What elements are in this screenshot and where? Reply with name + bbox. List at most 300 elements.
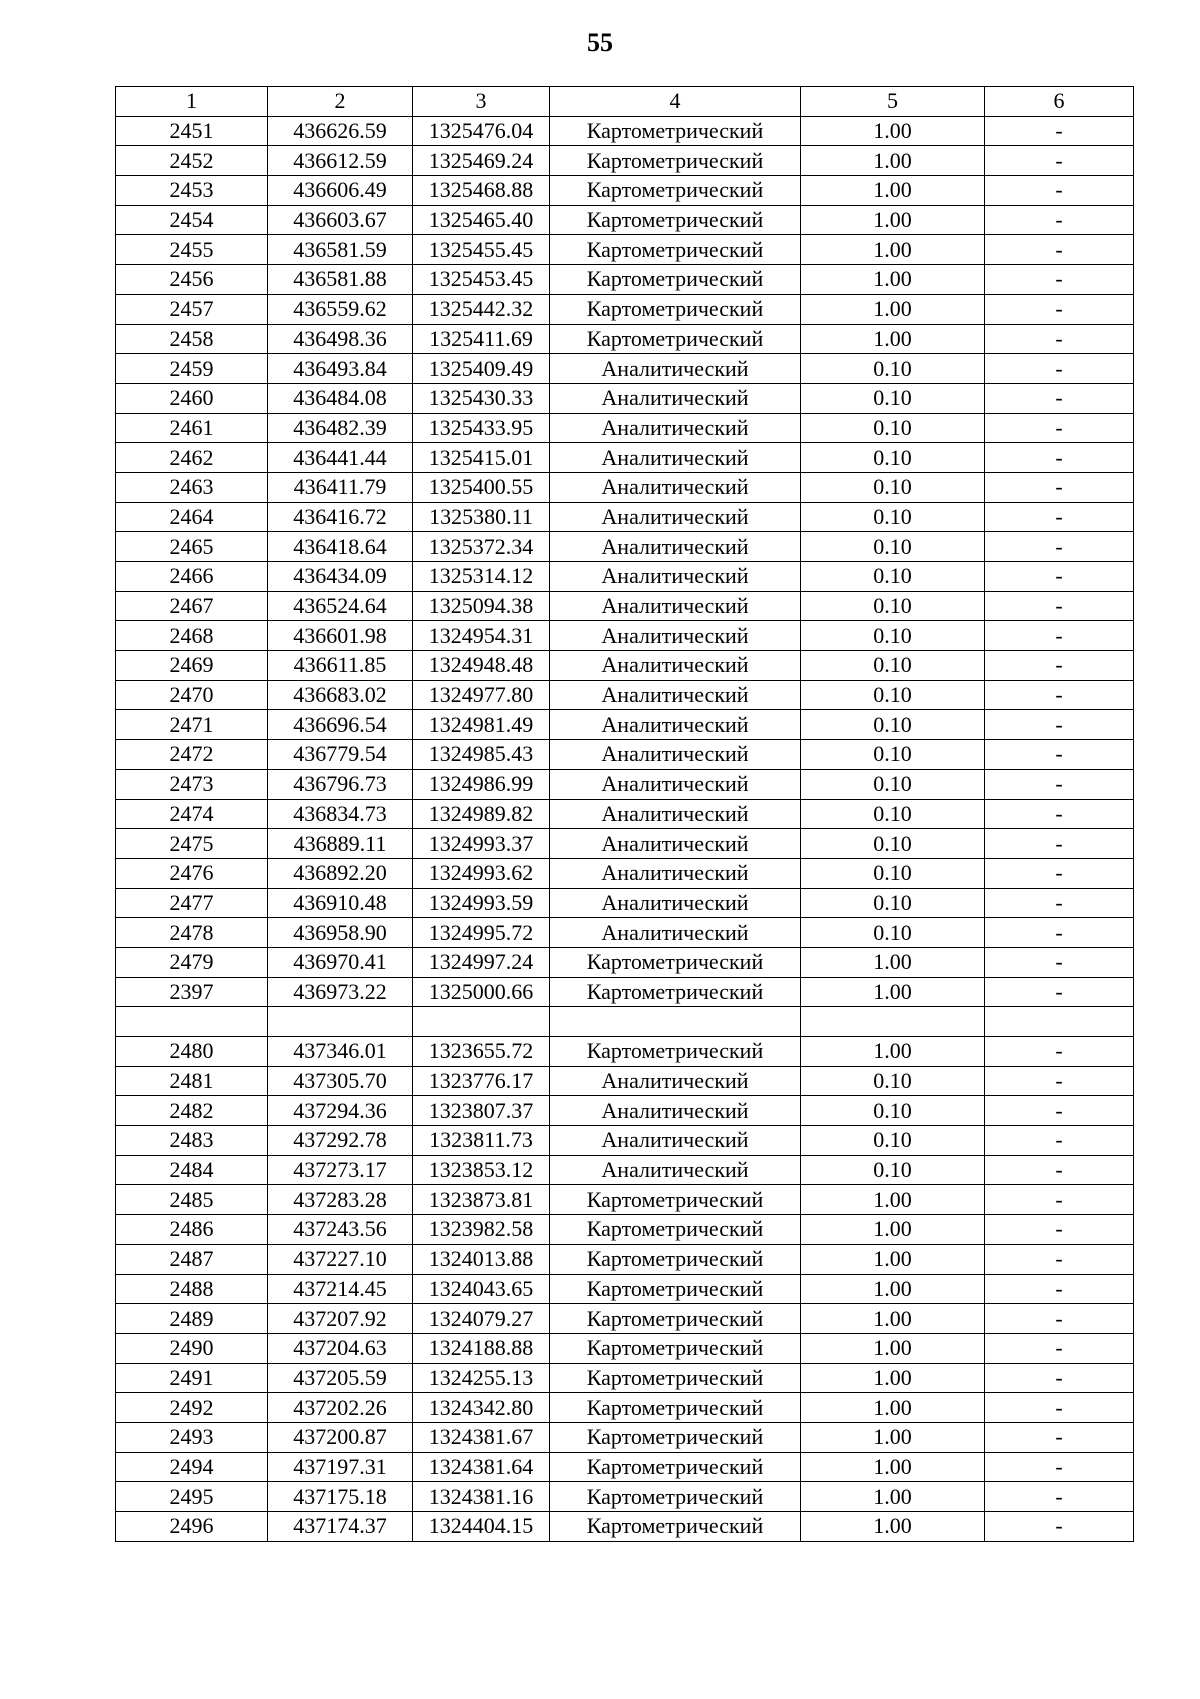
y-coordinate-cell: 1325430.33 (413, 383, 550, 413)
accuracy-cell: 0.10 (801, 1066, 985, 1096)
note-cell: - (985, 710, 1134, 740)
x-coordinate-cell: 436683.02 (268, 680, 413, 710)
method-cell: Картометрический (550, 1363, 801, 1393)
note-cell: - (985, 146, 1134, 176)
point-number-cell: 2468 (116, 621, 268, 651)
point-number-cell: 2397 (116, 977, 268, 1007)
y-coordinate-cell: 1325409.49 (413, 354, 550, 384)
accuracy-cell: 1.00 (801, 947, 985, 977)
x-coordinate-cell: 436493.84 (268, 354, 413, 384)
y-coordinate-cell: 1325314.12 (413, 562, 550, 592)
y-coordinate-cell: 1325476.04 (413, 116, 550, 146)
point-number-cell: 2451 (116, 116, 268, 146)
note-cell: - (985, 1452, 1134, 1482)
method-cell: Аналитический (550, 651, 801, 681)
method-cell: Картометрический (550, 977, 801, 1007)
table-row (116, 324, 1134, 354)
y-coordinate-cell: 1324993.59 (413, 888, 550, 918)
note-cell: - (985, 205, 1134, 235)
y-coordinate-cell: 1325455.45 (413, 235, 550, 265)
table-row (116, 383, 1134, 413)
point-number-cell: 2472 (116, 740, 268, 770)
accuracy-cell: 1.00 (801, 235, 985, 265)
x-coordinate-cell: 436626.59 (268, 116, 413, 146)
note-cell: - (985, 1126, 1134, 1156)
y-coordinate-cell: 1325415.01 (413, 443, 550, 473)
y-coordinate-cell: 1324981.49 (413, 710, 550, 740)
note-cell: - (985, 621, 1134, 651)
x-coordinate-cell: 437227.10 (268, 1244, 413, 1274)
accuracy-cell: 1.00 (801, 1452, 985, 1482)
method-cell: Картометрический (550, 1037, 801, 1067)
x-coordinate-cell: 436892.20 (268, 858, 413, 888)
accuracy-cell: 0.10 (801, 651, 985, 681)
table-row (116, 1096, 1134, 1126)
y-coordinate-cell: 1323853.12 (413, 1155, 550, 1185)
method-cell: Аналитический (550, 710, 801, 740)
y-coordinate-cell: 1325400.55 (413, 472, 550, 502)
y-coordinate-cell: 1325469.24 (413, 146, 550, 176)
method-cell: Аналитический (550, 858, 801, 888)
point-number-cell: 2470 (116, 680, 268, 710)
y-coordinate-cell: 1325442.32 (413, 294, 550, 324)
table-row (116, 1126, 1134, 1156)
point-number-cell: 2474 (116, 799, 268, 829)
x-coordinate-cell: 436970.41 (268, 947, 413, 977)
accuracy-cell: 0.10 (801, 829, 985, 859)
y-coordinate-cell: 1324993.62 (413, 858, 550, 888)
accuracy-cell: 1.00 (801, 324, 985, 354)
accuracy-cell: 0.10 (801, 443, 985, 473)
accuracy-cell: 0.10 (801, 769, 985, 799)
header-row (116, 87, 1134, 117)
y-coordinate-cell: 1325094.38 (413, 591, 550, 621)
accuracy-cell: 1.00 (801, 1304, 985, 1334)
point-number-cell: 2457 (116, 294, 268, 324)
column-header: 4 (550, 87, 801, 117)
method-cell: Аналитический (550, 443, 801, 473)
method-cell: Картометрический (550, 1304, 801, 1334)
accuracy-cell: 0.10 (801, 799, 985, 829)
x-coordinate-cell: 437207.92 (268, 1304, 413, 1334)
x-coordinate-cell: 437292.78 (268, 1126, 413, 1156)
note-cell: - (985, 1215, 1134, 1245)
accuracy-cell: 0.10 (801, 1096, 985, 1126)
method-cell: Картометрический (550, 1482, 801, 1512)
y-coordinate-cell: 1325465.40 (413, 205, 550, 235)
x-coordinate-cell: 437283.28 (268, 1185, 413, 1215)
x-coordinate-cell: 437204.63 (268, 1333, 413, 1363)
point-number-cell: 2463 (116, 472, 268, 502)
note-cell: - (985, 591, 1134, 621)
method-cell: Картометрический (550, 1333, 801, 1363)
method-cell: Картометрический (550, 1185, 801, 1215)
x-coordinate-cell: 436612.59 (268, 146, 413, 176)
note-cell: - (985, 1333, 1134, 1363)
method-cell: Аналитический (550, 680, 801, 710)
coordinates-table (115, 86, 1134, 1542)
x-coordinate-cell: 437294.36 (268, 1096, 413, 1126)
page-number: 55 (587, 28, 613, 57)
note-cell: - (985, 1066, 1134, 1096)
accuracy-cell: 1.00 (801, 1333, 985, 1363)
point-number-cell: 2452 (116, 146, 268, 176)
accuracy-cell: 1.00 (801, 1215, 985, 1245)
table-row (116, 1066, 1134, 1096)
note-cell: - (985, 888, 1134, 918)
method-cell: Аналитический (550, 621, 801, 651)
table-row (116, 918, 1134, 948)
y-coordinate-cell: 1324079.27 (413, 1304, 550, 1334)
y-coordinate-cell: 1323776.17 (413, 1066, 550, 1096)
x-coordinate-cell: 436482.39 (268, 413, 413, 443)
note-cell: - (985, 1244, 1134, 1274)
x-coordinate-cell: 437346.01 (268, 1037, 413, 1067)
point-number-cell: 2464 (116, 502, 268, 532)
table-body (116, 116, 1134, 1541)
table-row (116, 1155, 1134, 1185)
accuracy-cell: 0.10 (801, 918, 985, 948)
note-cell: - (985, 1155, 1134, 1185)
y-coordinate-cell: 1324013.88 (413, 1244, 550, 1274)
table-row (116, 888, 1134, 918)
note-cell: - (985, 1422, 1134, 1452)
accuracy-cell: 0.10 (801, 710, 985, 740)
accuracy-cell: 0.10 (801, 502, 985, 532)
point-number-cell: 2494 (116, 1452, 268, 1482)
point-number-cell: 2486 (116, 1215, 268, 1245)
point-number-cell: 2491 (116, 1363, 268, 1393)
accuracy-cell: 1.00 (801, 1037, 985, 1067)
point-number-cell: 2467 (116, 591, 268, 621)
method-cell (550, 1007, 801, 1037)
table-row (116, 1037, 1134, 1067)
method-cell: Картометрический (550, 116, 801, 146)
y-coordinate-cell: 1323655.72 (413, 1037, 550, 1067)
x-coordinate-cell: 436834.73 (268, 799, 413, 829)
x-coordinate-cell (268, 1007, 413, 1037)
x-coordinate-cell: 436416.72 (268, 502, 413, 532)
note-cell: - (985, 1037, 1134, 1067)
point-number-cell: 2480 (116, 1037, 268, 1067)
note-cell: - (985, 413, 1134, 443)
method-cell: Аналитический (550, 532, 801, 562)
accuracy-cell: 1.00 (801, 1422, 985, 1452)
x-coordinate-cell: 436559.62 (268, 294, 413, 324)
point-number-cell: 2465 (116, 532, 268, 562)
method-cell: Картометрический (550, 1393, 801, 1423)
accuracy-cell: 0.10 (801, 383, 985, 413)
note-cell: - (985, 383, 1134, 413)
accuracy-cell: 1.00 (801, 265, 985, 295)
accuracy-cell: 0.10 (801, 562, 985, 592)
table-row (116, 472, 1134, 502)
table-row (116, 858, 1134, 888)
note-cell: - (985, 769, 1134, 799)
note-cell: - (985, 1482, 1134, 1512)
accuracy-cell: 1.00 (801, 1185, 985, 1215)
accuracy-cell: 0.10 (801, 680, 985, 710)
note-cell: - (985, 562, 1134, 592)
x-coordinate-cell: 436779.54 (268, 740, 413, 770)
accuracy-cell: 0.10 (801, 888, 985, 918)
method-cell: Аналитический (550, 1126, 801, 1156)
point-number-cell: 2461 (116, 413, 268, 443)
x-coordinate-cell: 437243.56 (268, 1215, 413, 1245)
y-coordinate-cell: 1324977.80 (413, 680, 550, 710)
table-row (116, 116, 1134, 146)
x-coordinate-cell: 436434.09 (268, 562, 413, 592)
table-row (116, 354, 1134, 384)
method-cell: Аналитический (550, 1096, 801, 1126)
table-row (116, 294, 1134, 324)
accuracy-cell: 1.00 (801, 1274, 985, 1304)
table-row (116, 146, 1134, 176)
y-coordinate-cell: 1324381.64 (413, 1452, 550, 1482)
note-cell: - (985, 1185, 1134, 1215)
note-cell: - (985, 858, 1134, 888)
method-cell: Аналитический (550, 562, 801, 592)
table-row (116, 1244, 1134, 1274)
x-coordinate-cell: 437200.87 (268, 1422, 413, 1452)
table-row (116, 977, 1134, 1007)
y-coordinate-cell: 1323807.37 (413, 1096, 550, 1126)
note-cell: - (985, 977, 1134, 1007)
x-coordinate-cell: 437175.18 (268, 1482, 413, 1512)
note-cell: - (985, 176, 1134, 206)
x-coordinate-cell: 436581.59 (268, 235, 413, 265)
note-cell: - (985, 1096, 1134, 1126)
point-number-cell: 2471 (116, 710, 268, 740)
column-header: 2 (268, 87, 413, 117)
point-number-cell: 2473 (116, 769, 268, 799)
y-coordinate-cell: 1323982.58 (413, 1215, 550, 1245)
y-coordinate-cell: 1324985.43 (413, 740, 550, 770)
note-cell: - (985, 532, 1134, 562)
point-number-cell: 2453 (116, 176, 268, 206)
point-number-cell: 2479 (116, 947, 268, 977)
table-row (116, 740, 1134, 770)
method-cell: Аналитический (550, 769, 801, 799)
y-coordinate-cell: 1325372.34 (413, 532, 550, 562)
note-cell: - (985, 799, 1134, 829)
point-number-cell (116, 1007, 268, 1037)
method-cell: Аналитический (550, 740, 801, 770)
y-coordinate-cell: 1325468.88 (413, 176, 550, 206)
method-cell: Картометрический (550, 1452, 801, 1482)
y-coordinate-cell: 1324404.15 (413, 1512, 550, 1542)
accuracy-cell: 1.00 (801, 176, 985, 206)
accuracy-cell: 1.00 (801, 146, 985, 176)
x-coordinate-cell: 436910.48 (268, 888, 413, 918)
table-row (116, 829, 1134, 859)
note-cell: - (985, 324, 1134, 354)
table-row (116, 235, 1134, 265)
table-row (116, 413, 1134, 443)
method-cell: Картометрический (550, 1244, 801, 1274)
table-row (116, 947, 1134, 977)
accuracy-cell: 0.10 (801, 413, 985, 443)
point-number-cell: 2490 (116, 1333, 268, 1363)
point-number-cell: 2495 (116, 1482, 268, 1512)
x-coordinate-cell: 436484.08 (268, 383, 413, 413)
method-cell: Картометрический (550, 1422, 801, 1452)
note-cell: - (985, 294, 1134, 324)
table-row (116, 1422, 1134, 1452)
y-coordinate-cell: 1324995.72 (413, 918, 550, 948)
note-cell: - (985, 740, 1134, 770)
table-row (116, 176, 1134, 206)
y-coordinate-cell: 1324342.80 (413, 1393, 550, 1423)
column-header: 5 (801, 87, 985, 117)
note-cell: - (985, 265, 1134, 295)
note-cell: - (985, 918, 1134, 948)
y-coordinate-cell: 1324997.24 (413, 947, 550, 977)
x-coordinate-cell: 437174.37 (268, 1512, 413, 1542)
method-cell: Картометрический (550, 324, 801, 354)
table-row (116, 710, 1134, 740)
accuracy-cell: 1.00 (801, 1244, 985, 1274)
column-header: 1 (116, 87, 268, 117)
point-number-cell: 2484 (116, 1155, 268, 1185)
y-coordinate-cell: 1325000.66 (413, 977, 550, 1007)
y-coordinate-cell: 1323811.73 (413, 1126, 550, 1156)
table-row (116, 1452, 1134, 1482)
note-cell: - (985, 1512, 1134, 1542)
note-cell: - (985, 1393, 1134, 1423)
point-number-cell: 2478 (116, 918, 268, 948)
x-coordinate-cell: 436581.88 (268, 265, 413, 295)
x-coordinate-cell: 437214.45 (268, 1274, 413, 1304)
table-row (116, 1333, 1134, 1363)
x-coordinate-cell: 436418.64 (268, 532, 413, 562)
point-number-cell: 2492 (116, 1393, 268, 1423)
y-coordinate-cell: 1324948.48 (413, 651, 550, 681)
point-number-cell: 2458 (116, 324, 268, 354)
x-coordinate-cell: 436441.44 (268, 443, 413, 473)
method-cell: Аналитический (550, 383, 801, 413)
note-cell: - (985, 829, 1134, 859)
point-number-cell: 2487 (116, 1244, 268, 1274)
table-row (116, 1512, 1134, 1542)
table-row (116, 1393, 1134, 1423)
accuracy-cell: 1.00 (801, 116, 985, 146)
x-coordinate-cell: 436498.36 (268, 324, 413, 354)
y-coordinate-cell: 1324954.31 (413, 621, 550, 651)
table-row (116, 1215, 1134, 1245)
table-row (116, 1363, 1134, 1393)
note-cell: - (985, 116, 1134, 146)
x-coordinate-cell: 437202.26 (268, 1393, 413, 1423)
point-number-cell: 2482 (116, 1096, 268, 1126)
point-number-cell: 2488 (116, 1274, 268, 1304)
x-coordinate-cell: 436889.11 (268, 829, 413, 859)
note-cell: - (985, 1304, 1134, 1334)
note-cell: - (985, 472, 1134, 502)
table-row (116, 532, 1134, 562)
point-number-cell: 2469 (116, 651, 268, 681)
accuracy-cell: 0.10 (801, 472, 985, 502)
method-cell: Аналитический (550, 888, 801, 918)
method-cell: Аналитический (550, 472, 801, 502)
accuracy-cell: 1.00 (801, 1393, 985, 1423)
point-number-cell: 2496 (116, 1512, 268, 1542)
y-coordinate-cell: 1324986.99 (413, 769, 550, 799)
method-cell: Аналитический (550, 354, 801, 384)
x-coordinate-cell: 436606.49 (268, 176, 413, 206)
accuracy-cell: 1.00 (801, 1512, 985, 1542)
x-coordinate-cell: 436411.79 (268, 472, 413, 502)
point-number-cell: 2454 (116, 205, 268, 235)
accuracy-cell: 0.10 (801, 858, 985, 888)
method-cell: Картометрический (550, 146, 801, 176)
point-number-cell: 2485 (116, 1185, 268, 1215)
method-cell: Картометрический (550, 176, 801, 206)
point-number-cell: 2462 (116, 443, 268, 473)
method-cell: Аналитический (550, 591, 801, 621)
x-coordinate-cell: 437305.70 (268, 1066, 413, 1096)
accuracy-cell: 0.10 (801, 1126, 985, 1156)
method-cell: Аналитический (550, 413, 801, 443)
method-cell: Картометрический (550, 235, 801, 265)
y-coordinate-cell: 1324043.65 (413, 1274, 550, 1304)
point-number-cell: 2476 (116, 858, 268, 888)
note-cell: - (985, 680, 1134, 710)
table-row (116, 591, 1134, 621)
note-cell: - (985, 1274, 1134, 1304)
note-cell: - (985, 235, 1134, 265)
point-number-cell: 2466 (116, 562, 268, 592)
x-coordinate-cell: 437205.59 (268, 1363, 413, 1393)
accuracy-cell: 0.10 (801, 532, 985, 562)
table-row (116, 621, 1134, 651)
method-cell: Аналитический (550, 1066, 801, 1096)
y-coordinate-cell: 1324381.16 (413, 1482, 550, 1512)
note-cell: - (985, 947, 1134, 977)
note-cell: - (985, 354, 1134, 384)
y-coordinate-cell: 1323873.81 (413, 1185, 550, 1215)
accuracy-cell: 0.10 (801, 621, 985, 651)
accuracy-cell: 0.10 (801, 591, 985, 621)
x-coordinate-cell: 436973.22 (268, 977, 413, 1007)
table-row (116, 1304, 1134, 1334)
point-number-cell: 2483 (116, 1126, 268, 1156)
point-number-cell: 2475 (116, 829, 268, 859)
note-cell (985, 1007, 1134, 1037)
table-row (116, 443, 1134, 473)
column-header: 6 (985, 87, 1134, 117)
table-row (116, 562, 1134, 592)
table-row (116, 1482, 1134, 1512)
method-cell: Аналитический (550, 918, 801, 948)
x-coordinate-cell: 436524.64 (268, 591, 413, 621)
method-cell: Картометрический (550, 947, 801, 977)
column-header: 3 (413, 87, 550, 117)
accuracy-cell: 1.00 (801, 205, 985, 235)
method-cell: Картометрический (550, 1512, 801, 1542)
method-cell: Картометрический (550, 265, 801, 295)
method-cell: Картометрический (550, 294, 801, 324)
point-number-cell: 2477 (116, 888, 268, 918)
point-number-cell: 2493 (116, 1422, 268, 1452)
note-cell: - (985, 651, 1134, 681)
table-row (116, 265, 1134, 295)
table-row (116, 799, 1134, 829)
accuracy-cell: 1.00 (801, 1363, 985, 1393)
x-coordinate-cell: 436603.67 (268, 205, 413, 235)
y-coordinate-cell (413, 1007, 550, 1037)
note-cell: - (985, 443, 1134, 473)
